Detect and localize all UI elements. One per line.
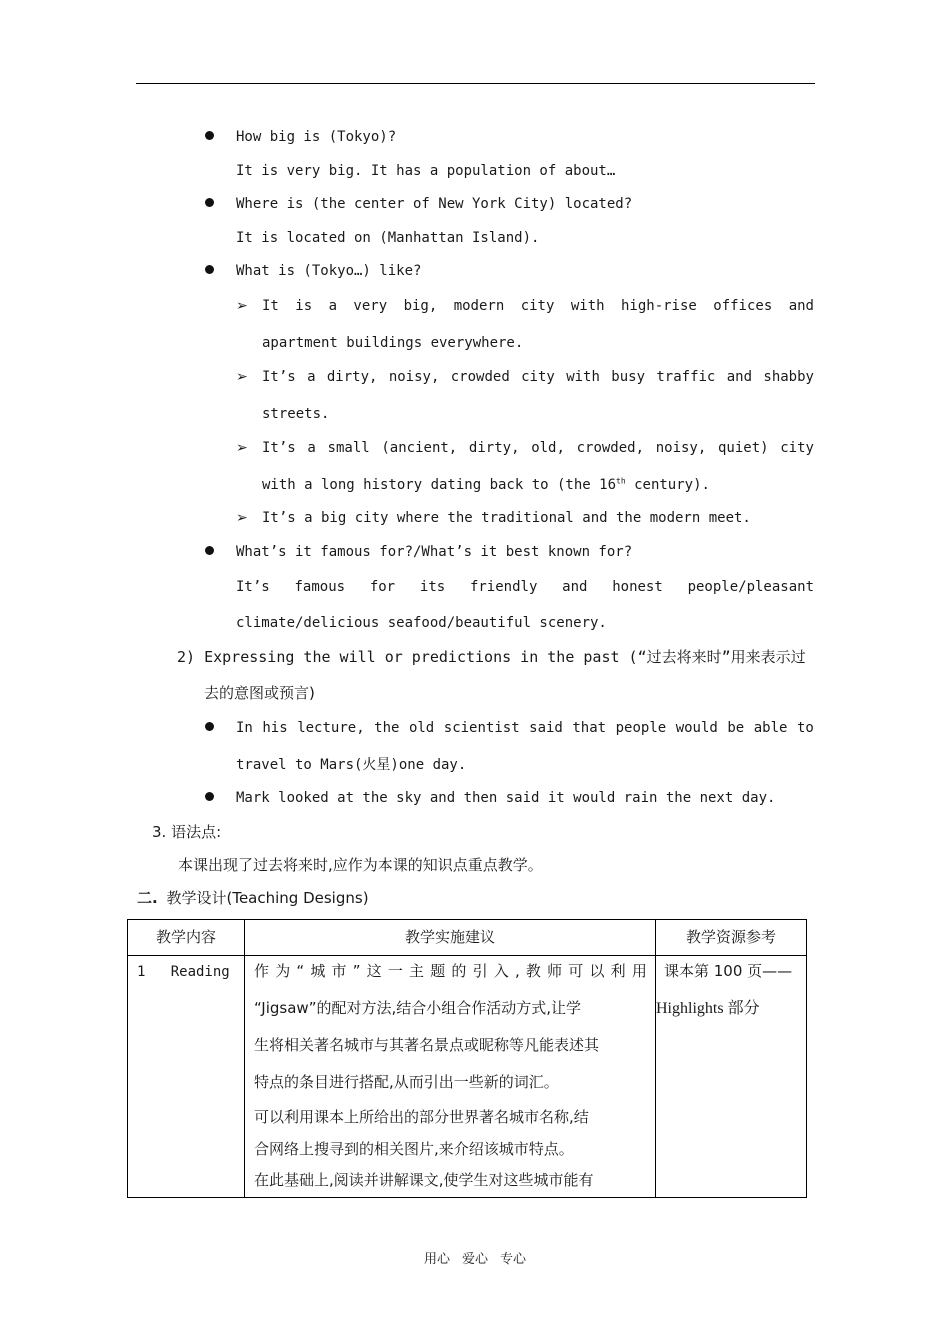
suggestion-line-7: 在此基础上,阅读并讲解课文,使学生对这些城市能有 (254, 1171, 594, 1189)
sub-answer-1-line2: apartment buildings everywhere. (262, 335, 524, 351)
bullet-dot (205, 198, 214, 207)
arrow-bullet-icon: ➢ (236, 510, 248, 526)
question-what-like: What is (Tokyo…) like? (236, 263, 422, 279)
cell-suggestions (245, 956, 656, 1198)
arrow-bullet-icon: ➢ (236, 298, 248, 314)
example-lecture-line2: travel to Mars(火星)one day. (236, 757, 467, 773)
sub-answer-2-line1: It’s a dirty, noisy, crowded city with busy traffic and shabby (262, 369, 814, 385)
teaching-heading (137, 889, 369, 907)
answer-where: It is located on (Manhattan Island). (236, 230, 540, 246)
teaching-design-table (127, 919, 807, 1198)
grammar-text: 本课出现了过去将来时,应作为本课的知识点重点教学。 (178, 856, 543, 874)
answer-how-big: It is very big. It has a population of about… (236, 163, 616, 179)
section-heading-predictions-line2: 去的意图或预言) (204, 684, 315, 702)
footer-word: 专心 (500, 1252, 527, 1267)
sub-answer-3-line2: with a long history dating back to (the 16th century). (262, 476, 710, 493)
question-where: Where is (the center of New York City) located? (236, 196, 633, 212)
sub-answer-4: It’s a big city where the traditional and the modern meet. (262, 510, 751, 526)
sub-answer-2-line2: streets. (262, 406, 330, 422)
bullet-dot (205, 792, 214, 801)
answer-famous-line1: It’s famous for its friendly and honest people/pleasant (236, 579, 814, 595)
footer-word: 用心 (423, 1252, 450, 1267)
teaching-heading-number: 二. (137, 889, 158, 907)
grammar-heading: 3. 语法点: (152, 823, 222, 841)
bullet-dot (205, 722, 214, 731)
bullet-dot (205, 131, 214, 140)
header-cell-resources: 教学资源参考 (656, 920, 807, 956)
table-header-row (128, 920, 807, 956)
header-cell-content: 教学内容 (128, 920, 245, 956)
section-heading-predictions: 2) Expressing the will or predictions in the past (“过去将来时”用来表示过 (177, 648, 806, 666)
suggestion-line-3: 生将相关著名城市与其著名景点或昵称等凡能表述其 (254, 1036, 600, 1054)
resource-line-1: 课本第 100 页—— (664, 962, 793, 980)
question-how-big: How big is (Tokyo)? (236, 129, 397, 145)
arrow-bullet-icon: ➢ (236, 440, 248, 456)
bullet-dot (205, 265, 214, 274)
page-footer (0, 1248, 950, 1267)
cell-resources (656, 956, 807, 1198)
example-lecture-line1: In his lecture, the old scientist said that people would be able to (236, 720, 814, 736)
bullet-dot (205, 546, 214, 555)
footer-word: 爱心 (461, 1252, 488, 1267)
resource-line-2: Highlights 部分 (656, 1000, 760, 1017)
suggestion-line-6: 合网络上搜寻到的相关图片,来介绍该城市特点。 (254, 1140, 574, 1158)
sub-answer-3-line1: It’s a small (ancient, dirty, old, crowded, noisy, quiet) city (262, 440, 814, 456)
suggestion-line-2: “Jigsaw”的配对方法,结合小组合作活动方式,让学 (254, 999, 582, 1017)
teaching-heading-title: 教学设计(Teaching Designs) (166, 889, 369, 907)
example-rain: Mark looked at the sky and then said it would rain the next day. (236, 790, 776, 806)
cell-content-reading: 1 Reading (128, 956, 245, 1198)
suggestion-line-4: 特点的条目进行搭配,从而引出一些新的词汇。 (254, 1073, 559, 1091)
suggestion-line-5: 可以利用课本上所给出的部分世界著名城市名称,结 (254, 1108, 589, 1126)
header-cell-suggestions: 教学实施建议 (245, 920, 656, 956)
table-row (128, 956, 807, 1198)
question-famous-for: What’s it famous for?/What’s it best known for? (236, 544, 633, 560)
sub-answer-1-line1: It is a very big, modern city with high-rise offices and (262, 298, 814, 314)
header-rule (136, 83, 815, 84)
suggestion-line-1: 作 为 “ 城 市 ” 这 一 主 题 的 引 入 , 教 师 可 以 利 用 (254, 962, 647, 980)
answer-famous-line2: climate/delicious seafood/beautiful scenery. (236, 615, 607, 631)
arrow-bullet-icon: ➢ (236, 369, 248, 385)
